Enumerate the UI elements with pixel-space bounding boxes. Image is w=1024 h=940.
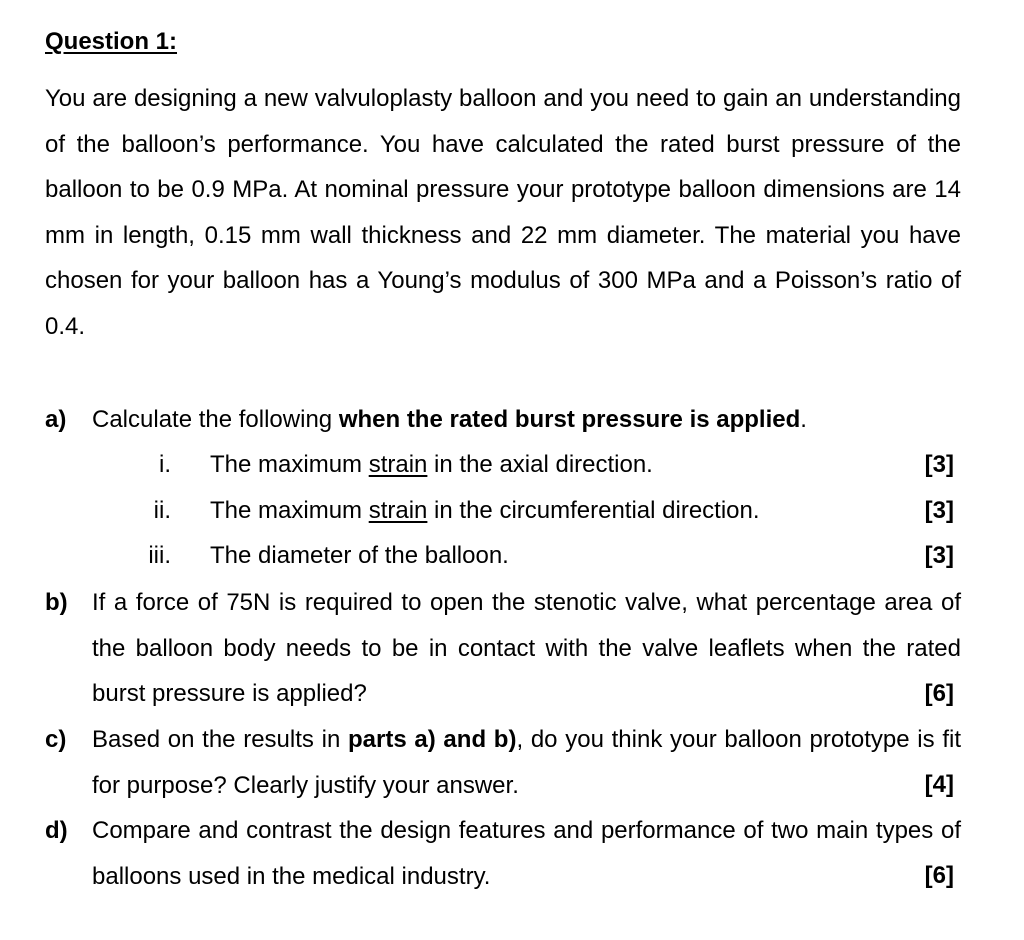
part-a-text-end: . [800,406,807,433]
part-c-label: c) [45,726,67,753]
part-c-text-end: , do you think your balloon prototype is fit for purpose? Clearly justify your answer. [92,726,961,799]
item-text-start: The maximum [210,497,369,524]
part-d-label: d) [45,817,68,844]
part-a-item-iii [0,541,1024,571]
item-text: The diameter of the balloon. [210,542,509,569]
item-number: i. [159,451,171,478]
item-marks: [3] [924,542,954,569]
part-c-text-bold: parts a) and b) [348,726,517,753]
part-b-marks: [6] [924,680,954,707]
item-text-start: The maximum [210,451,369,478]
part-a-text [92,405,961,435]
part-d-marks: [6] [924,862,954,889]
item-number: ii. [153,497,171,524]
item-number: iii. [148,542,171,569]
item-text [210,450,653,480]
part-a-text-start: Calculate the following [92,406,339,433]
item-text [210,496,760,526]
part-d-text: Compare and contrast the design features and performance of two main types of balloons used in the medical industry. [92,817,961,890]
item-text-end: in the axial direction. [427,451,653,478]
question-heading: Question 1: [45,28,178,55]
part-b-text: If a force of 75N is required to open the stenotic valve, what percentage area of the balloon body needs to be in contact with the valve leaflets when the rated burst pressure is applied? [92,589,961,708]
item-marks: [3] [924,451,954,478]
part-a-text-bold: when the rated burst pressure is applied [338,406,801,433]
item-marks: [3] [924,497,954,524]
part-c-text-start: Based on the results in [92,726,348,753]
item-underlined-term: strain [368,451,428,478]
part-a-item-ii [0,496,1024,526]
part-c-marks: [4] [924,771,954,798]
question-intro: You are designing a new valvuloplasty balloon and you need to gain an understanding of the balloon’s performance. You have calculated the rated burst pressure of the balloon to be 0.9 MPa. At nominal pressure your prototype balloon dimensions are 14 mm in length, 0.15 mm wall thickness and 22 mm diameter. The material you have chosen for your balloon has a Young’s modulus of 300 MPa and a Poisson’s ratio of 0.4. [45,85,961,340]
part-a-item-i [0,450,1024,480]
item-underlined-term: strain [368,497,428,524]
part-a-label: a) [45,406,67,433]
part-b-label: b) [45,589,68,616]
part-c-text [92,717,961,808]
item-text-end: in the circumferential direction. [427,497,760,524]
